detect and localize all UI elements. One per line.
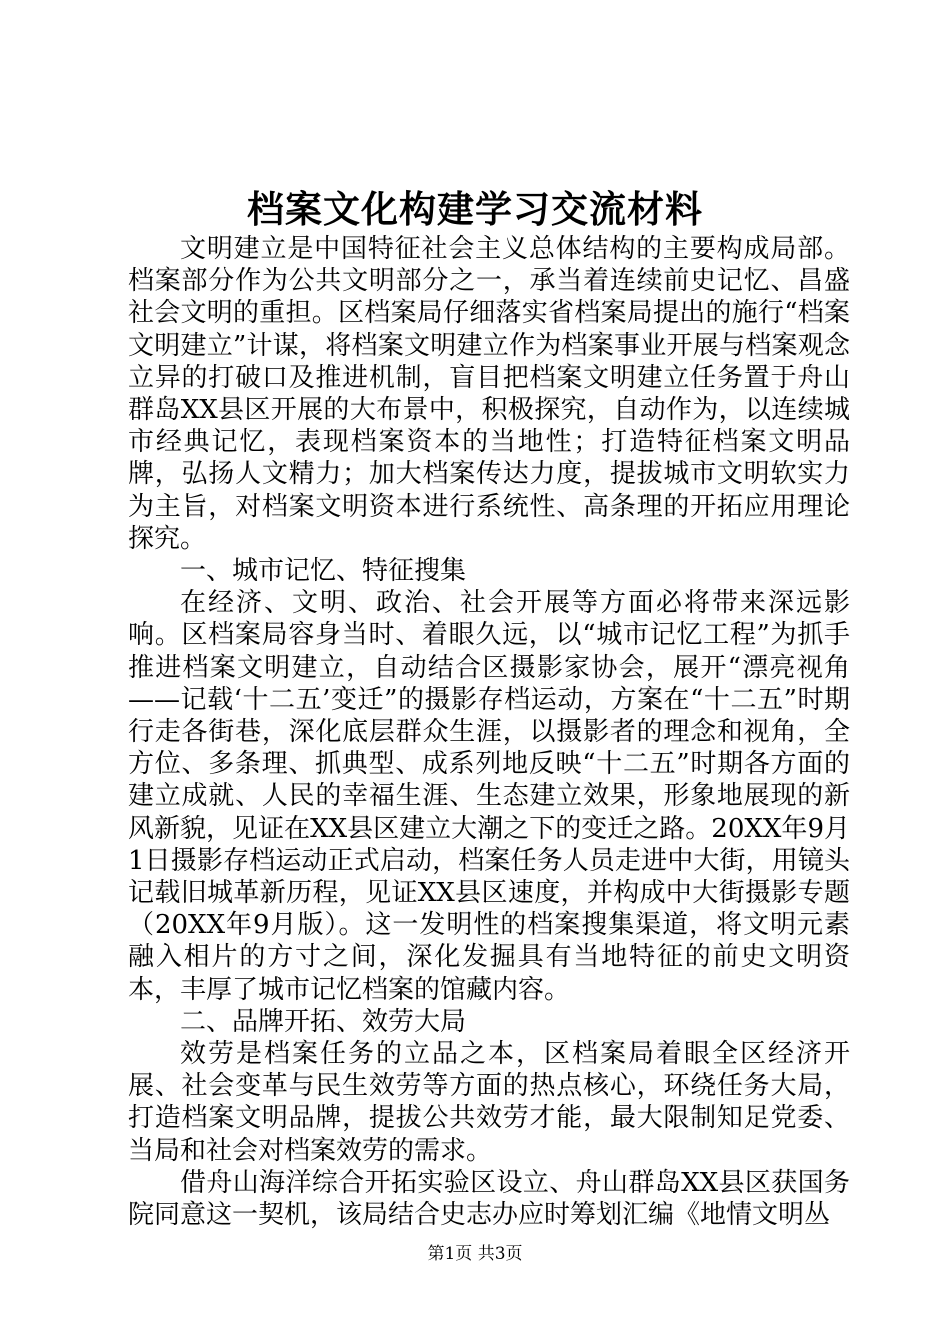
document-body <box>128 233 850 1231</box>
paragraph-intro: 文明建立是中国特征社会主义总体结构的主要构成局部。档案部分作为公共文明部分之一，承当着连续前史记忆、昌盛社会文明的重担。区档案局仔细落实省档案局提出的施行“档案文明建立”计谋，将档案文明建立作为档案事业开展与档案观念立异的打破口及推进机制，盲目把档案文明建立任务置于舟山群岛XX县区开展的大布景中，积极探究，自动作为，以连续城市经典记忆，表现档案资本的当地性；打造特征档案文明品牌，弘扬人文精力；加大档案传达力度，提拔城市文明软实力为主旨，对档案文明资本进行系统性、高条理的开拓应用理论探究。 <box>128 234 850 554</box>
page-footer <box>0 1242 950 1266</box>
section-heading-2: 二、品牌开拓、效劳大局 <box>180 1006 467 1037</box>
page-total: 共3页 <box>477 1244 523 1264</box>
paragraph-section-2-continued: 借舟山海洋综合开拓实验区设立、舟山群岛XX县区获国务院同意这一契机，该局结合史志办应时筹划汇编《地情文明丛 <box>128 1167 850 1231</box>
document-title: 档案文化构建学习交流材料 <box>247 187 703 231</box>
section-heading-1: 一、城市记忆、特征搜集 <box>180 556 467 587</box>
page-number: 第1页 <box>427 1244 473 1264</box>
paragraph-section-1: 在经济、文明、政治、社会开展等方面必将带来深远影响。区档案局容身当时、着眼久远，以“城市记忆工程”为抓手推进档案文明建立，自动结合区摄影家协会，展开“漂亮视角——记载‘十二五’变迁”的摄影存档运动，方案在“十二五”时期行走各街巷，深化底层群众生涯，以摄影者的理念和视角，全方位、多条理、抓典型、成系列地反映“十二五”时期各方面的建立成就、人民的幸福生涯、生态建立效果，形象地展现的新风新貌，见证在XX县区建立大潮之下的变迁之路。20XX年9月1日摄影存档运动正式启动，档案任务人员走进中大街，用镜头记载旧城革新历程，见证XX县区速度，并构成中大街摄影专题（20XX年9月版）。这一发明性的档案搜集渠道，将文明元素融入相片的方寸之间，深化发掘具有当地特征的前史文明资本，丰厚了城市记忆档案的馆藏内容。 <box>128 588 850 1005</box>
paragraph-section-2: 效劳是档案任务的立品之本，区档案局着眼全区经济开展、社会变革与民生效劳等方面的热点核心，环绕任务大局，打造档案文明品牌，提拔公共效劳才能，最大限制知足党委、当局和社会对档案效劳的需求。 <box>128 1039 850 1166</box>
